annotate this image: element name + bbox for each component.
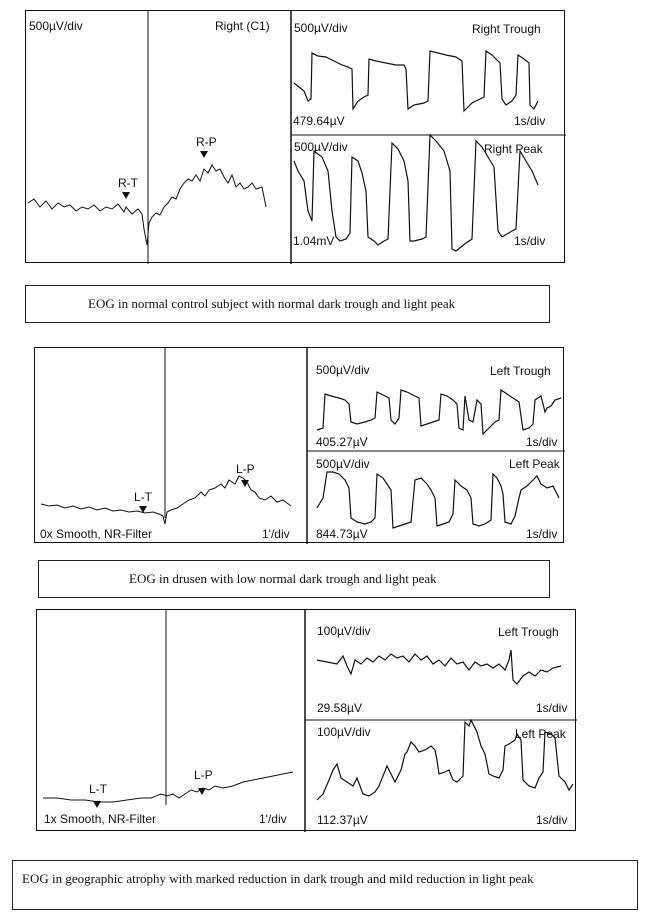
fig3-peak-marker-label: L-P (194, 768, 213, 782)
figure-2-eog-plot (34, 347, 564, 543)
fig2-trough-marker-label: L-T (134, 490, 152, 504)
figure-1-traces (26, 11, 566, 264)
fig3-trough-square-wave (317, 650, 561, 684)
figure-1-eog-plot (25, 10, 565, 263)
fig3-trough-time-scale: 1s/div (536, 701, 568, 715)
fig2-left-time-scale: 1'/div (262, 527, 290, 541)
fig3-trough-amplitude: 29.58µV (317, 701, 362, 715)
fig3-trough-marker-arrow (93, 801, 101, 808)
fig2-trough-amplitude: 405.27µV (316, 435, 368, 449)
fig2-trough-scale-label: 500µV/div (316, 363, 370, 377)
fig2-trough-square-wave (317, 390, 561, 434)
fig1-peak-time-scale: 1s/div (514, 234, 546, 248)
fig1-trough-scale-label: 500µV/div (294, 21, 348, 35)
fig3-trough-scale-label: 100µV/div (317, 624, 371, 638)
fig1-peak-marker-label: R-P (196, 135, 217, 149)
fig2-trough-title: Left Trough (490, 364, 551, 378)
fig2-peak-amplitude: 844.73µV (316, 527, 368, 541)
fig1-trough-marker-arrow (122, 192, 130, 199)
fig1-left-scale-label: 500µV/div (29, 19, 83, 33)
fig2-peak-scale-label: 500µV/div (316, 457, 370, 471)
figure-3-eog-plot (36, 609, 576, 831)
fig1-trough-marker-label: R-T (118, 176, 138, 190)
fig1-peak-title: Right Peak (484, 142, 543, 156)
fig3-peak-scale-label: 100µV/div (317, 725, 371, 739)
fig3-left-time-scale: 1'/div (259, 812, 287, 826)
figure-2-caption: EOG in drusen with low normal dark trough and light peak (129, 571, 437, 586)
fig1-left-channel-title: Right (C1) (215, 19, 270, 33)
fig3-filter-label: 1x Smooth, NR-Filter (44, 812, 157, 826)
fig3-trough-marker-label: L-T (89, 782, 107, 796)
fig3-peak-amplitude: 112.37µV (317, 813, 368, 827)
figure-1-caption: EOG in normal control subject with normal dark trough and light peak (88, 296, 456, 311)
fig2-eog-trend-trace (41, 476, 291, 524)
fig2-trough-time-scale: 1s/div (526, 435, 558, 449)
fig1-eog-trend-trace (28, 165, 266, 245)
figure-3-caption-box (12, 860, 638, 910)
fig3-peak-marker-arrow (198, 788, 206, 795)
fig2-peak-title: Left Peak (509, 457, 560, 471)
fig1-peak-amplitude: 1.04mV (293, 234, 335, 248)
fig1-trough-square-wave (294, 51, 538, 111)
fig1-peak-marker-arrow (200, 151, 208, 158)
fig2-peak-time-scale: 1s/div (526, 527, 558, 541)
fig1-trough-title: Right Trough (472, 22, 541, 36)
fig1-trough-amplitude: 479.64µV (293, 114, 345, 128)
fig1-peak-scale-label: 500µV/div (294, 140, 348, 154)
fig2-peak-square-wave (317, 472, 559, 528)
fig3-peak-title: Left Peak (515, 727, 566, 741)
fig1-trough-time-scale: 1s/div (514, 114, 546, 128)
fig2-filter-label: 0x Smooth, NR-Filter (40, 527, 153, 541)
fig2-peak-marker-label: L-P (236, 462, 255, 476)
fig3-trough-title: Left Trough (498, 625, 559, 639)
figure-2-traces (35, 348, 565, 544)
fig3-eog-trend-trace (43, 772, 293, 802)
figure-3-traces (37, 610, 577, 832)
figure-3-caption: EOG in geographic atrophy with marked reduction in dark trough and mild reduction in light peak (22, 871, 534, 886)
figure-2-caption-box (38, 560, 550, 598)
figure-1-caption-box (25, 285, 550, 323)
fig3-peak-time-scale: 1s/div (536, 813, 568, 827)
